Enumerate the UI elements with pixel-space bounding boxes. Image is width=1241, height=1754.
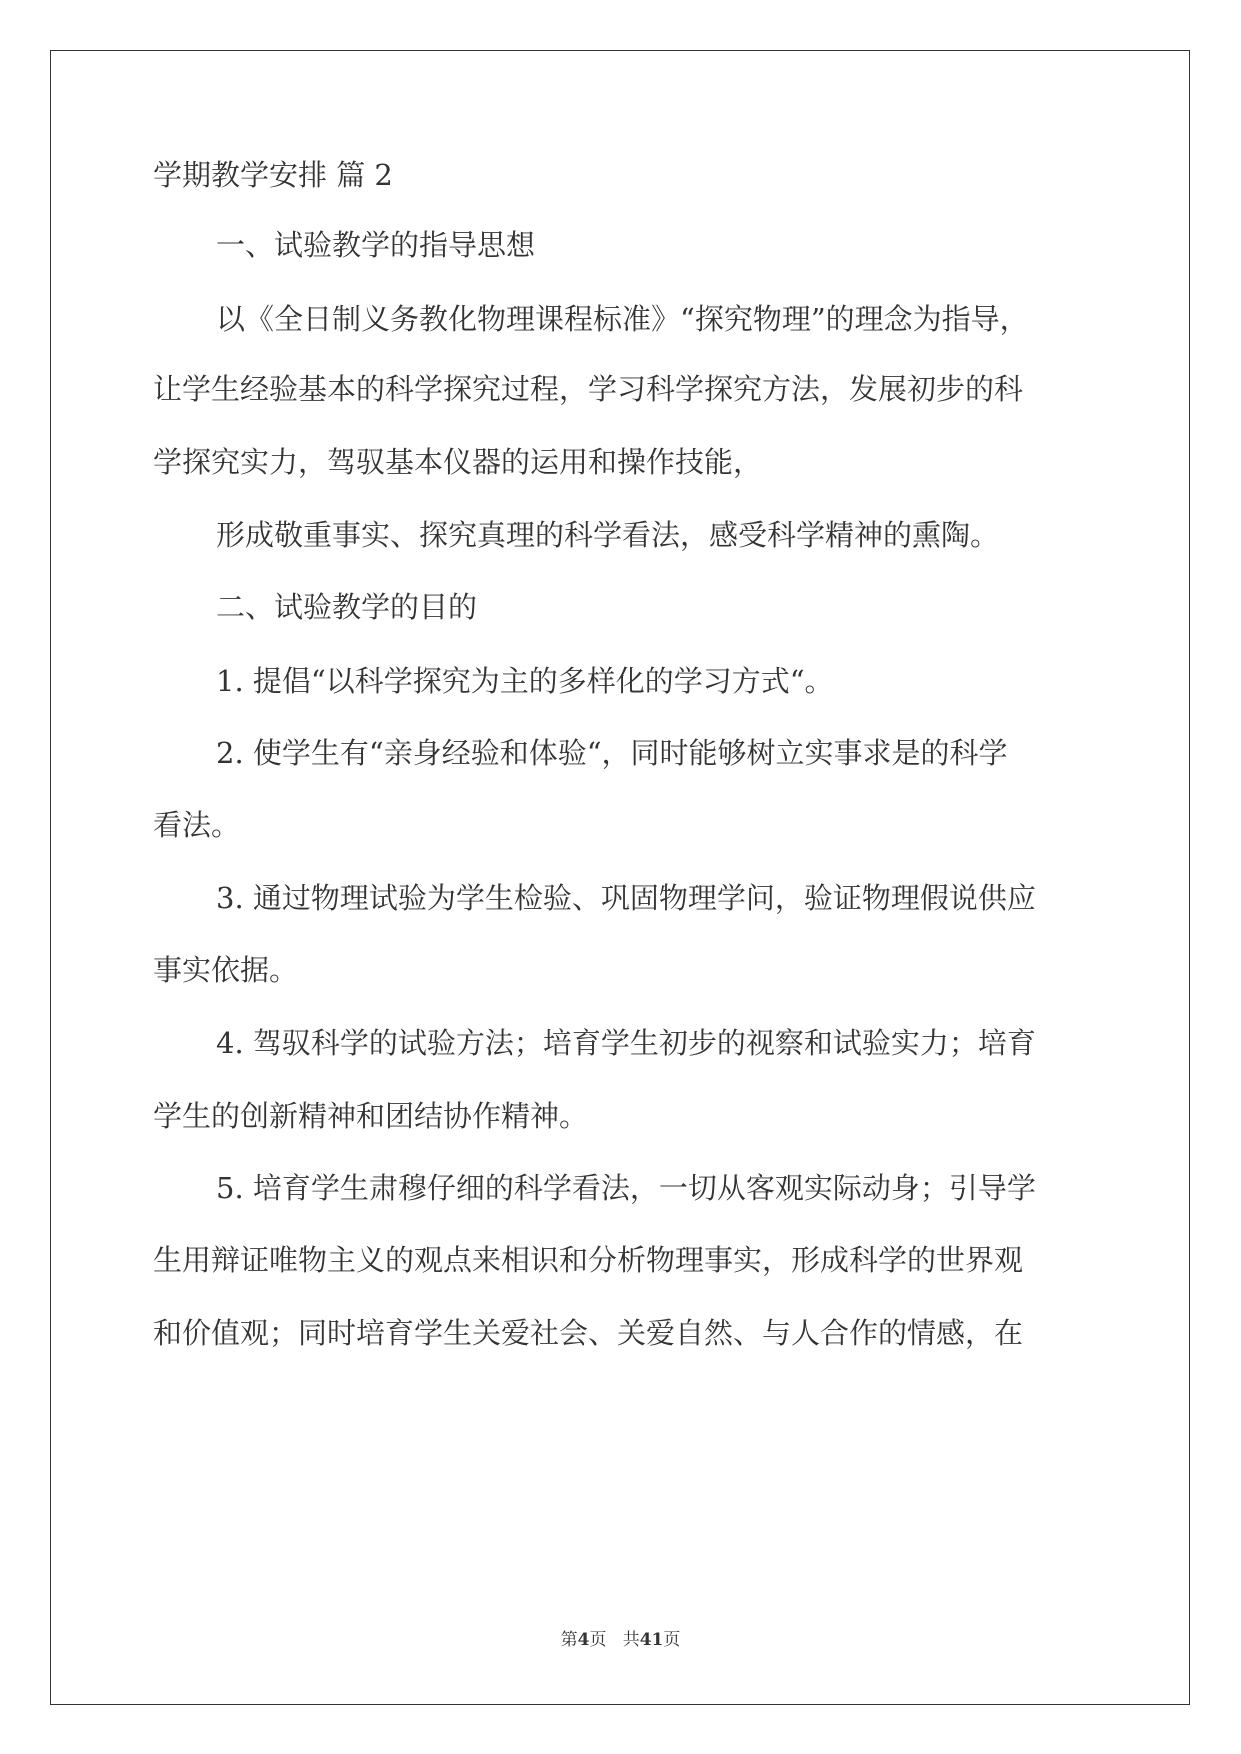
page-number: 4	[577, 1630, 590, 1650]
page-footer	[0, 1625, 1241, 1650]
section-heading-1: 一、试验教学的指导思想	[216, 228, 536, 262]
list-item: 3. 通过物理试验为学生检验、巩固物理学问，验证物理假说供应	[216, 881, 1036, 915]
total-suffix: 页	[663, 1630, 681, 1650]
paragraph-line: 学探究实力，驾驭基本仪器的运用和操作技能，	[153, 445, 763, 479]
list-item-continuation: 生用辩证唯物主义的观点来相识和分析物理事实，形成科学的世界观	[153, 1243, 1024, 1277]
paragraph-line: 以《全日制义务教化物理课程标准》“探究物理”的理念为指导，	[216, 302, 1029, 336]
list-item-continuation: 和价值观；同时培育学生关爱社会、关爱自然、与人合作的情感，在	[153, 1316, 1024, 1350]
paragraph-line: 形成敬重事实、探究真理的科学看法，感受科学精神的熏陶。	[216, 518, 1000, 552]
list-item-continuation: 学生的创新精神和团结协作精神。	[153, 1099, 589, 1133]
document-title: 学期教学安排 篇 2	[153, 158, 393, 192]
list-item-continuation: 事实依据。	[153, 953, 299, 987]
list-item: 4. 驾驭科学的试验方法；培育学生初步的视察和试验实力；培育	[216, 1026, 1036, 1060]
section-heading-2: 二、试验教学的目的	[216, 590, 478, 624]
list-item: 1. 提倡“以科学探究为主的多样化的学习方式“。	[216, 664, 834, 698]
list-item-continuation: 看法。	[153, 808, 241, 842]
page-prefix: 第	[560, 1630, 578, 1650]
paragraph-line: 让学生经验基本的科学探究过程，学习科学探究方法，发展初步的科	[153, 372, 1024, 406]
total-prefix: 共	[622, 1630, 640, 1650]
list-item: 2. 使学生有“亲身经验和体验“，同时能够树立实事求是的科学	[216, 736, 1008, 770]
total-pages: 41	[639, 1630, 664, 1650]
page-suffix: 页	[589, 1630, 607, 1650]
list-item: 5. 培育学生肃穆仔细的科学看法，一切从客观实际动身；引导学	[216, 1171, 1036, 1205]
